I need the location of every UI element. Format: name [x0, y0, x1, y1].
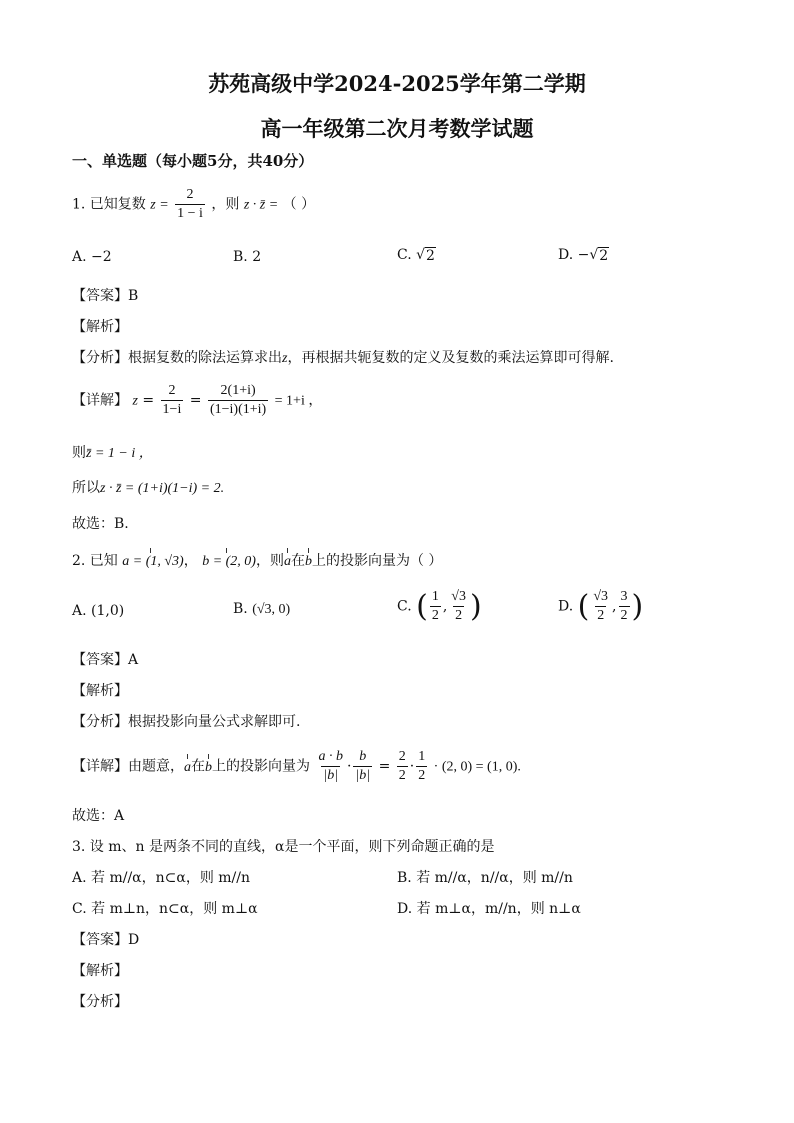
q1-frac-num: 2	[186, 187, 194, 202]
q1-fenxi-var: z	[282, 351, 288, 366]
q1-blank: （ ）	[282, 196, 316, 213]
title-line-1: 苏苑高级中学2024-2025学年第二学期	[208, 71, 586, 96]
q1-then-expr: z̄ = 1 − i ，	[86, 446, 153, 461]
q2-comma: ，	[183, 553, 198, 569]
q1-detail-num-1: 2	[168, 383, 176, 398]
q2-detail-frac-b	[353, 748, 372, 785]
q1-so-pre: 所以	[72, 480, 100, 496]
q1-choose: 故选：B.	[72, 516, 129, 532]
q3-fenxi: 【分析】	[72, 994, 128, 1010]
q1-option-c-sqrt: √ 2	[416, 247, 435, 264]
q2-detail-on: 在	[191, 758, 205, 775]
q2-detail-den-b: |b|	[355, 768, 371, 783]
q3-analysis-label: 【解析】	[72, 963, 128, 979]
q2-analysis-label: 【解析】	[72, 683, 128, 699]
q1-z-eq: z =	[150, 197, 169, 213]
q2-detail-f2-num: 1	[418, 749, 426, 764]
q2-option-b	[233, 601, 290, 618]
q2-detail-eq: =	[378, 758, 391, 775]
q1-detail-den-1: 1−i	[162, 402, 182, 417]
q2-option-d: D. ( $\frac{√3}{2}$ , $\frac{3}{2}$ )	[558, 589, 644, 624]
q2-c-den-1: 2	[431, 608, 439, 623]
q1-option-b: B. 2	[233, 249, 262, 265]
title-line-2: 高一年级第二次月考数学试题	[260, 116, 534, 141]
q2-b: b	[305, 552, 312, 572]
q1-option-c-label: C.	[397, 247, 412, 263]
q1-option-c-radicand: 2	[426, 248, 435, 264]
q2-option-d-label: D.	[558, 598, 574, 615]
q1-analysis-label: 【解析】	[72, 319, 128, 335]
q1-frac-den: 1 − i	[177, 206, 203, 221]
q1-fenxi-text: 【分析】根据复数的除法运算求出	[72, 350, 282, 366]
q1-option-d-radicand: 2	[599, 248, 609, 264]
q1-option-d-sqrt: √ 2	[589, 247, 609, 264]
q2-c-num-2: √3	[451, 589, 466, 604]
q2-option-b-value: (√3, 0)	[252, 602, 291, 617]
q2-c-den-2: 2	[455, 608, 463, 623]
q2-detail-den: |b|	[323, 768, 339, 783]
question-3-stem: 3. 设 m、n 是两条不同的直线，α是一个平面，则下列命题正确的是	[72, 839, 495, 855]
q2-option-b-label: B.	[233, 601, 248, 617]
q2-mid: ，则	[255, 553, 284, 569]
question-1-stem	[72, 186, 315, 223]
q2-fenxi: 【分析】根据投影向量公式求解即可.	[72, 714, 301, 730]
q1-option-d-label: D.	[558, 247, 574, 263]
q2-option-c-label: C.	[397, 598, 412, 615]
q1-option-c	[397, 247, 436, 264]
q2-prefix: 2. 已知	[72, 553, 118, 569]
q3-option-a: A. 若 m//α，n⊂α，则 m//n	[72, 870, 251, 886]
q1-fenxi-rest: ，再根据共轭复数的定义及复数的乘法运算即可得解.	[287, 350, 614, 366]
q1-detail: 【详解】 z = $\frac{2}{1-i}$ = $\frac{2(1+i)}{(1-i)(1+i)}$ = 1+i ，	[72, 383, 323, 417]
q2-vector-a: a = (1, √3)	[122, 552, 183, 572]
q1-detail-frac-1	[161, 382, 184, 419]
q1-expr: z · z̄ =	[243, 197, 279, 213]
q1-detail-den-2: (1−i)(1+i)	[209, 402, 267, 417]
q2-detail-frac-ab	[316, 748, 345, 785]
q2-d-den-1: 2	[597, 608, 605, 623]
q2-d-den-2: 2	[620, 608, 628, 623]
q1-detail-num-2: 2(1+i)	[220, 383, 256, 398]
q1-then-pre: 则	[72, 445, 86, 461]
q1-detail-result: = 1+i ，	[274, 393, 323, 409]
q2-detail-a: a	[184, 758, 191, 778]
q1-so-expr: z · z̄ = (1+i)(1−i) = 2.	[100, 481, 225, 496]
q2-detail: 【详解】由题意，a在b上的投影向量为 $\frac{a \cdot b}{|b|}$ · $\frac{b}{|b|}$ = $\frac{2}{2}$ · $\frac{1}{2}$ · (2, 0) = (1, 0).	[72, 749, 521, 783]
q1-detail-frac-2	[208, 382, 268, 419]
q3-option-b: B. 若 m//α，n//α，则 m//n	[397, 870, 573, 886]
q2-c-num-1: 1	[431, 589, 439, 604]
q3-answer: 【答案】D	[72, 932, 140, 948]
q2-detail-num: a · b	[318, 749, 343, 764]
q1-then-line	[72, 443, 153, 464]
q2-d-num-2: 3	[620, 589, 628, 604]
q1-detail-label: 【详解】	[72, 392, 128, 409]
section-heading: 一、单选题（每小题5分，共40分）	[72, 152, 314, 170]
q2-detail-f1-den: 2	[398, 768, 406, 783]
q1-so-line	[72, 478, 224, 499]
q1-prefix: 1. 已知复数	[72, 196, 146, 213]
q1-mid: ，则	[211, 196, 240, 213]
q2-answer: 【答案】A	[72, 652, 139, 668]
q2-detail-tail: · (2, 0) = (1, 0).	[433, 759, 521, 775]
q2-option-a: A. (1,0)	[72, 603, 125, 619]
question-2-stem	[72, 551, 442, 572]
q2-detail-f1-num: 2	[398, 749, 406, 764]
q2-detail-pre: 【详解】由题意，	[72, 758, 184, 775]
q1-fenxi	[72, 348, 614, 369]
q3-option-c: C. 若 m⊥n，n⊂α，则 m⊥α	[72, 901, 258, 917]
q2-vector-b: b = (2, 0)	[202, 552, 256, 572]
q2-choose: 故选：A	[72, 808, 125, 824]
q2-rest: 上的投影向量为（ ）	[311, 553, 443, 569]
q1-fraction	[175, 186, 205, 223]
q2-option-c: C. ( $\frac{1}{2}$ , $\frac{√3}{2}$ )	[397, 589, 482, 624]
q2-on: 在	[290, 553, 305, 569]
q2-detail-b: b	[205, 758, 212, 778]
q2-detail-num-b: b	[359, 749, 367, 764]
q2-d-num-1: √3	[593, 589, 609, 604]
q2-detail-f2-den: 2	[418, 768, 426, 783]
q1-option-a: A. −2	[72, 249, 112, 265]
q1-answer: 【答案】B	[72, 288, 139, 304]
q2-a: a	[284, 552, 291, 572]
q2-detail-mid: 上的投影向量为	[212, 758, 310, 775]
q3-option-d: D. 若 m⊥α，m//n，则 n⊥α	[397, 901, 581, 917]
q1-option-d: D. − √ 2	[558, 247, 609, 264]
